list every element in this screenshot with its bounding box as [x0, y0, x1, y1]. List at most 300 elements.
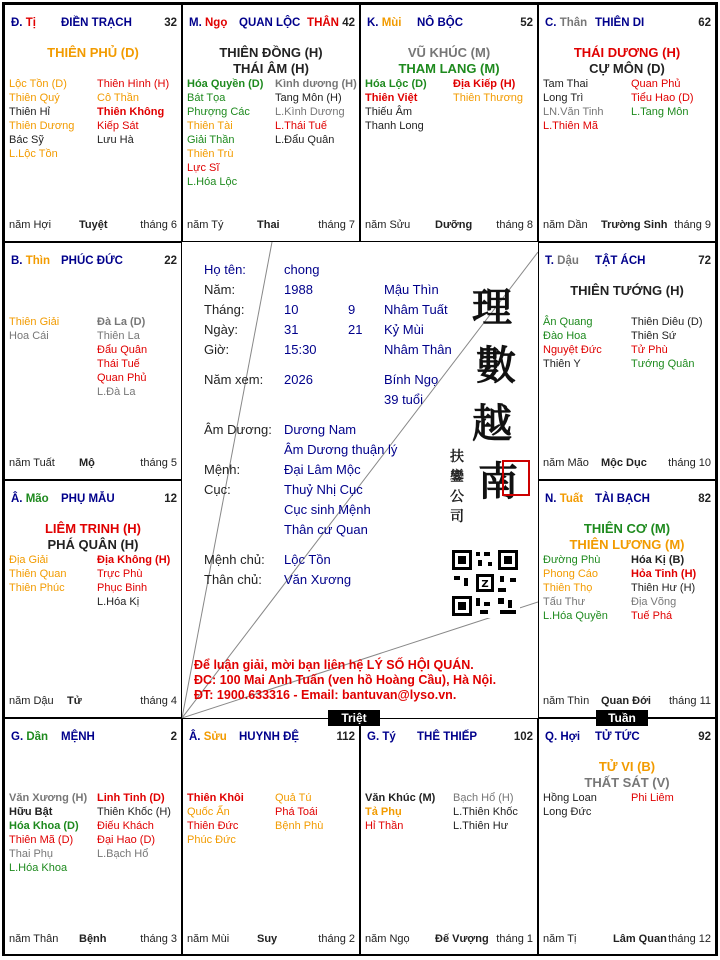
- minor-star: Tam Thai: [543, 78, 589, 90]
- minor-star: Hóa Lộc (D): [365, 78, 427, 90]
- palace-age: 42: [342, 17, 355, 29]
- minor-star: Tả Phụ: [365, 806, 402, 818]
- main-star: TỬ VI (B): [598, 759, 656, 774]
- main-star: CỰ MÔN (D): [589, 61, 665, 76]
- palace-footer: [365, 219, 533, 233]
- palace-header: [9, 731, 177, 747]
- minor-stars-left: [9, 77, 74, 161]
- gio-value: 15:30: [284, 342, 317, 357]
- minor-star: L.Đẩu Quân: [275, 134, 335, 146]
- minor-star: Lưu Hà: [97, 134, 134, 146]
- center-info-panel: [182, 242, 538, 718]
- palace-header: [9, 493, 177, 509]
- palace-year: năm Dậu: [9, 695, 54, 707]
- minor-star: Thiên Thương: [453, 92, 524, 104]
- minor-star: Phượng Các: [187, 106, 250, 118]
- minor-star: Văn Khúc (M): [365, 792, 436, 804]
- minor-star: L.Thiên Khốc: [453, 806, 518, 818]
- palace-name: ĐIỀN TRẠCH: [61, 17, 132, 29]
- palace-ngo: [182, 4, 360, 242]
- palace-branch: M. Ngọ: [189, 17, 228, 29]
- minor-star: Thiên Hỉ: [9, 106, 50, 118]
- palace-footer: [543, 457, 711, 471]
- palace-branch: B. Thìn: [11, 255, 50, 267]
- nam-xem-label: Năm xem:: [204, 372, 264, 387]
- palace-dau: [538, 242, 716, 480]
- minor-star: Hồng Loan: [543, 792, 597, 804]
- nam-xem-value: 2026: [284, 372, 313, 387]
- minor-star: Thiên Giải: [9, 316, 60, 328]
- palace-branch: G. Dần: [11, 731, 49, 743]
- minor-star: Bát Tọa: [187, 92, 226, 104]
- minor-star: Kiếp Sát: [97, 120, 139, 132]
- minor-star: Tuế Phá: [631, 610, 673, 622]
- minor-star: Kình dương (H): [275, 78, 357, 90]
- palace-header: [365, 17, 533, 33]
- nam-xem-can-chi: Bính Ngọ: [384, 372, 439, 387]
- menh-chu-label: Mệnh chủ:: [204, 552, 265, 567]
- palace-age: 102: [513, 731, 533, 743]
- menh-chu-value: Lộc Tồn: [284, 552, 331, 567]
- minor-star: Tấu Thư: [543, 596, 586, 608]
- palace-year: năm Tuất: [9, 457, 55, 469]
- calligraphy-char-3: 越: [472, 400, 512, 447]
- main-star: THIÊN ĐỒNG (H): [219, 45, 323, 60]
- minor-star: Điếu Khách: [97, 820, 154, 832]
- palace-month: tháng 9: [674, 219, 711, 231]
- cuc-value: Thuỷ Nhị Cục: [284, 482, 363, 497]
- main-star: THIÊN TƯỚNG (H): [570, 283, 684, 298]
- am-duong-label: Âm Dương:: [204, 422, 272, 437]
- palace-age: 2: [170, 731, 177, 743]
- calligraphy-small: 扶 鑾 公 司: [450, 449, 464, 525]
- palace-year: năm Ngọ: [365, 933, 410, 945]
- palace-name: HUYNH ĐỆ: [239, 731, 300, 743]
- palace-footer: [9, 933, 177, 947]
- minor-star: Văn Xương (H): [9, 792, 88, 804]
- minor-star: Thai Phụ: [9, 848, 54, 860]
- main-star: PHÁ QUÂN (H): [47, 537, 139, 552]
- minor-star: Quả Tú: [275, 792, 312, 804]
- minor-star: Địa Võng: [631, 596, 677, 608]
- minor-stars-right: [97, 77, 169, 147]
- minor-stars-left: [187, 791, 244, 847]
- nam-label: Năm:: [204, 282, 236, 297]
- ngay-label: Ngày:: [204, 322, 238, 337]
- palace-branch: C. Thân: [545, 17, 588, 29]
- palace-year: năm Thìn: [543, 695, 590, 707]
- main-star: THÁI ÂM (H): [233, 61, 309, 76]
- minor-star: Thiên Sứ: [631, 330, 677, 342]
- palace-header: [9, 17, 177, 33]
- minor-star: Thiên La: [97, 330, 140, 342]
- palace-month: tháng 12: [668, 933, 711, 945]
- palace-age: 112: [336, 731, 355, 743]
- main-star: THIÊN LƯƠNG (M): [569, 537, 685, 552]
- minor-star: Bệnh Phù: [275, 820, 324, 832]
- minor-star: Linh Tinh (D): [97, 792, 165, 804]
- palace-branch: K. Mùi: [367, 17, 402, 29]
- cuc-label: Cục:: [204, 482, 231, 497]
- palace-footer: [543, 219, 711, 233]
- contact-address: ĐC: 100 Mai Anh Tuấn (ven hồ Hoàng Cầu), Hà Nội.: [194, 673, 497, 687]
- palace-footer: [187, 219, 355, 233]
- calligraphy-char-4: 南: [478, 458, 518, 505]
- palace-status: Đế Vượng: [435, 933, 489, 945]
- palace-age: 92: [698, 731, 711, 743]
- minor-star: Tiểu Hao (D): [631, 92, 694, 104]
- minor-star: Thiên Mã (D): [9, 834, 74, 846]
- main-stars: [183, 45, 359, 77]
- palace-year: năm Hợi: [9, 219, 52, 231]
- cuc-note-2: Thân cư Quan: [284, 522, 368, 537]
- palace-month: tháng 5: [140, 457, 177, 469]
- minor-stars-right: [453, 791, 518, 833]
- palace-year: năm Sửu: [365, 219, 411, 231]
- palace-header: [9, 255, 177, 271]
- ngay-am: 21: [348, 322, 363, 337]
- palace-month: tháng 6: [140, 219, 177, 231]
- palace-year: năm Mùi: [187, 933, 230, 945]
- palace-name: THIÊN DI: [595, 17, 645, 29]
- main-stars: [361, 45, 537, 77]
- minor-star: L.Thiên Mã: [543, 120, 599, 132]
- minor-stars-left: [543, 315, 602, 371]
- thang-can-chi: Nhâm Tuất: [384, 302, 448, 317]
- minor-star: Địa Giải: [9, 554, 49, 566]
- palace-branch: G. Tý: [367, 731, 396, 743]
- palace-month: tháng 1: [496, 933, 533, 945]
- palace-year: năm Tị: [543, 933, 577, 945]
- palace-branch: Q. Hợi: [545, 731, 581, 743]
- minor-star: Thiên Phúc: [9, 582, 65, 594]
- palace-name: MỆNH: [61, 731, 95, 743]
- menh-label: Mệnh:: [204, 462, 241, 477]
- palace-header: [365, 731, 533, 747]
- minor-stars-left: [187, 77, 263, 189]
- palace-header: [543, 731, 711, 747]
- minor-stars-left: [543, 77, 604, 133]
- cuc-note-1: Cục sinh Mệnh: [284, 502, 371, 517]
- am-duong-value: Dương Nam: [284, 422, 357, 437]
- palace-footer: [187, 933, 355, 947]
- main-star: THIÊN CƠ (M): [583, 521, 671, 536]
- palace-header: [187, 731, 355, 747]
- palace-status: Tuyệt: [79, 219, 108, 231]
- minor-star: L.Thiên Hư: [453, 820, 509, 832]
- palace-month: tháng 8: [496, 219, 533, 231]
- minor-star: Thái Tuế: [97, 358, 140, 370]
- minor-star: L.Kình Dương: [275, 106, 345, 118]
- palace-ty: [360, 718, 538, 956]
- palace-thin: [4, 242, 182, 480]
- minor-stars-right: [97, 315, 147, 399]
- svg-text:Z: Z: [481, 579, 489, 590]
- minor-star: Thiên Dương: [9, 120, 75, 132]
- minor-star: Tang Môn (H): [275, 92, 342, 104]
- tuan-tag: Tuần: [596, 710, 648, 726]
- than-chu-value: Văn Xương: [284, 572, 352, 587]
- palace-name: TẬT ÁCH: [595, 255, 646, 267]
- palace-name: PHÚC ĐỨC: [61, 255, 123, 267]
- palace-age: 32: [164, 17, 177, 29]
- main-stars: [539, 283, 715, 299]
- minor-star: Lộc Tồn (D): [9, 78, 67, 90]
- gio-can-chi: Nhâm Thân: [384, 342, 452, 357]
- menh-value: Đại Lâm Mộc: [284, 462, 361, 477]
- palace-status: Trường Sinh: [601, 219, 668, 231]
- palace-age: 72: [698, 255, 711, 267]
- qr-code-icon: [450, 548, 520, 618]
- minor-star: Địa Không (H): [97, 554, 171, 566]
- nam-can-chi: Mậu Thìn: [384, 282, 439, 297]
- minor-star: Thanh Long: [365, 120, 424, 132]
- minor-star: Thiên Không: [97, 106, 165, 118]
- calligraphy-char-2: 數: [476, 342, 516, 389]
- contact-line-1: Để luận giải, mời bạn liên hệ LÝ SỐ HỘI QUÁN.: [194, 658, 474, 672]
- main-star: THÁI DƯƠNG (H): [573, 45, 681, 60]
- minor-stars-right: [631, 791, 674, 805]
- palace-name: TÀI BẠCH: [595, 493, 650, 505]
- am-duong-note: Âm Dương thuận lý: [284, 442, 398, 457]
- minor-stars-left: [9, 315, 59, 343]
- triet-tag: Triệt: [328, 710, 380, 726]
- minor-star: L.Thái Tuế: [275, 120, 327, 132]
- palace-hoi: [538, 718, 716, 956]
- minor-star: Phá Toái: [275, 806, 318, 818]
- nam-value: 1988: [284, 282, 313, 297]
- minor-stars-left: [365, 791, 435, 833]
- palace-status: Tử: [67, 695, 82, 707]
- minor-star: Phong Cáo: [543, 568, 599, 580]
- contact-block: [194, 658, 496, 703]
- minor-star: Hoa Cái: [9, 330, 49, 342]
- minor-star: Long Đức: [543, 806, 592, 818]
- minor-star: Hóa Kị (B): [631, 554, 685, 566]
- than-chu-label: Thân chủ:: [204, 572, 262, 587]
- ngay-value: 31: [284, 322, 299, 337]
- palace-month: tháng 7: [318, 219, 355, 231]
- minor-star: Thiên Khôi: [187, 792, 244, 804]
- palace-month: tháng 11: [668, 695, 711, 707]
- minor-star: Lực Sĩ: [187, 162, 220, 174]
- palace-dan: [4, 718, 182, 956]
- minor-stars-right: [631, 553, 696, 623]
- main-star: THAM LANG (M): [398, 61, 500, 76]
- palace-status: Dưỡng: [435, 219, 473, 231]
- minor-stars-right: [453, 77, 523, 105]
- minor-star: Đẩu Quân: [97, 344, 148, 356]
- minor-star: L.Hóa Kị: [97, 596, 140, 608]
- minor-stars-right: [97, 791, 171, 861]
- minor-stars-left: [543, 791, 597, 819]
- palace-year: năm Tý: [187, 219, 224, 231]
- minor-stars-right: [97, 553, 170, 609]
- minor-star: Trực Phù: [97, 568, 143, 580]
- palace-mui: [360, 4, 538, 242]
- main-star: THIÊN PHỦ (D): [47, 45, 139, 60]
- minor-star: Quan Phủ: [97, 372, 147, 384]
- palace-age: 22: [164, 255, 177, 267]
- thang-am: 9: [348, 302, 356, 317]
- minor-stars-right: [631, 77, 694, 119]
- palace-footer: [543, 933, 711, 947]
- palace-age: 82: [698, 493, 711, 505]
- minor-star: L.Tang Môn: [631, 106, 689, 118]
- minor-star: Thiên Quan: [9, 568, 67, 580]
- minor-stars-left: [9, 553, 66, 595]
- palace-footer: [9, 219, 177, 233]
- minor-star: Hỏa Tinh (H): [631, 568, 697, 580]
- palace-status: Suy: [257, 933, 278, 945]
- palace-age: 12: [164, 493, 177, 505]
- minor-star: Thiên Diêu (D): [631, 316, 703, 328]
- minor-star: Long Trì: [543, 92, 584, 104]
- ngay-can-chi: Kỷ Mùi: [384, 322, 424, 337]
- minor-star: Hóa Quyền (D): [187, 78, 264, 90]
- palace-name: PHỤ MẪU: [61, 493, 115, 505]
- minor-star: Tử Phù: [631, 344, 668, 356]
- minor-star: L.Đà La: [97, 386, 136, 398]
- minor-star: Thiên Đức: [187, 820, 239, 832]
- minor-star: Đà La (D): [97, 316, 146, 328]
- palace-branch: N. Tuất: [545, 493, 584, 505]
- minor-star: Đại Hao (D): [97, 834, 156, 846]
- minor-star: Phi Liêm: [631, 792, 674, 804]
- ho-ten-value: chong: [284, 262, 320, 277]
- main-stars: [539, 45, 715, 77]
- palace-status: Thai: [257, 219, 280, 231]
- minor-star: Bạch Hổ (H): [453, 792, 514, 804]
- minor-star: L.Bạch Hổ: [97, 848, 149, 860]
- palace-mao: [4, 480, 182, 718]
- minor-star: L.Lộc Tồn: [9, 148, 58, 160]
- palace-status: Bệnh: [79, 933, 107, 945]
- palace-status: Mộc Dục: [601, 457, 647, 469]
- palace-name: THÊ THIẾP: [417, 731, 478, 743]
- minor-star: Thiếu Âm: [365, 106, 413, 118]
- minor-star: Thiên Hình (H): [97, 78, 170, 90]
- minor-star: Cô Thần: [97, 92, 139, 104]
- minor-stars-right: [275, 791, 323, 833]
- minor-star: Địa Kiếp (H): [453, 78, 516, 90]
- minor-star: Thiên Tài: [187, 120, 233, 132]
- palace-header: [187, 17, 355, 33]
- main-stars: [5, 521, 181, 553]
- palace-branch: Â. Mão: [11, 493, 49, 505]
- minor-star: Thiên Hư (H): [631, 582, 696, 594]
- minor-star: Phúc Đức: [187, 834, 236, 846]
- palace-header: [543, 17, 711, 33]
- minor-stars-right: [275, 77, 357, 147]
- palace-than: [538, 4, 716, 242]
- calligraphy-char-1: 理: [472, 284, 512, 331]
- palace-year: năm Thân: [9, 933, 59, 945]
- main-stars: [539, 759, 715, 791]
- minor-stars-left: [365, 77, 427, 133]
- palace-age: 52: [520, 17, 533, 29]
- minor-star: Thiên Khốc (H): [97, 806, 171, 818]
- palace-status: Lâm Quan: [613, 933, 667, 945]
- gio-label: Giờ:: [204, 342, 230, 357]
- palace-ti: [4, 4, 182, 242]
- minor-star: Nguyệt Đức: [543, 344, 602, 356]
- minor-star: Thiên Trù: [187, 148, 234, 160]
- minor-star: Tướng Quân: [631, 358, 695, 370]
- palace-month: tháng 4: [140, 695, 177, 707]
- palace-suu: [182, 718, 360, 956]
- main-stars: [5, 45, 181, 61]
- minor-star: L.Hóa Lộc: [187, 176, 238, 188]
- minor-star: Giải Thần: [187, 134, 235, 146]
- minor-stars-right: [631, 315, 703, 371]
- palace-footer: [543, 695, 711, 709]
- palace-header: [543, 493, 711, 509]
- minor-star: Đường Phù: [543, 554, 601, 566]
- palace-branch: T. Dậu: [545, 255, 579, 267]
- main-star: THẤT SÁT (V): [584, 775, 670, 790]
- palace-month: tháng 2: [318, 933, 355, 945]
- minor-star: Bác Sỹ: [9, 134, 44, 146]
- palace-footer: [9, 695, 177, 709]
- minor-stars-left: [9, 791, 87, 875]
- palace-footer: [365, 933, 533, 947]
- minor-star: Thiên Việt: [365, 92, 418, 104]
- red-seal-stamp: [502, 460, 530, 496]
- palace-header: [543, 255, 711, 271]
- minor-stars-left: [543, 553, 608, 623]
- minor-star: Quan Phủ: [631, 78, 681, 90]
- thang-value: 10: [284, 302, 299, 317]
- palace-name: TỬ TỨC: [595, 731, 640, 743]
- palace-branch: Đ. Tị: [11, 17, 36, 29]
- thang-label: Tháng:: [204, 302, 245, 317]
- minor-star: Đào Hoa: [543, 330, 587, 342]
- palace-age: 62: [698, 17, 711, 29]
- minor-star: Quốc Ấn: [187, 806, 230, 818]
- palace-year: năm Mão: [543, 457, 589, 469]
- ho-ten-label: Họ tên:: [204, 262, 246, 277]
- palace-year: năm Dần: [543, 219, 588, 231]
- palace-status: Mộ: [79, 457, 95, 469]
- minor-star: Hóa Khoa (D): [9, 820, 79, 832]
- palace-month: tháng 10: [668, 457, 711, 469]
- minor-star: Thiên Quý: [9, 92, 60, 104]
- minor-star: L.Hóa Quyền: [543, 610, 608, 622]
- minor-star: L.Hóa Khoa: [9, 862, 68, 874]
- main-star: LIÊM TRINH (H): [44, 521, 142, 536]
- palace-branch: Â. Sửu: [189, 731, 227, 743]
- palace-tuat: [538, 480, 716, 718]
- palace-name: NÔ BỘC: [417, 17, 463, 29]
- contact-phone-email: ĐT: 1900.633316 - Email: bantuvan@lyso.vn.: [194, 688, 457, 702]
- minor-star: Thiên Thọ: [543, 582, 593, 594]
- main-star: VŨ KHÚC (M): [407, 45, 491, 60]
- minor-star: Hữu Bật: [9, 806, 53, 818]
- palace-status: Quan Đới: [601, 695, 651, 707]
- main-stars: [539, 521, 715, 553]
- minor-star: LN.Văn Tinh: [543, 106, 604, 118]
- minor-star: Ân Quang: [543, 316, 593, 328]
- palace-footer: [9, 457, 177, 471]
- tuoi-value: 39 tuổi: [384, 392, 424, 407]
- minor-star: Phục Binh: [97, 582, 148, 594]
- minor-star: Thiên Y: [543, 358, 581, 370]
- minor-star: Hỉ Thần: [365, 820, 404, 832]
- palace-month: tháng 3: [140, 933, 177, 945]
- than-marker: THÂN: [307, 17, 339, 29]
- palace-name: QUAN LỘC: [239, 17, 301, 29]
